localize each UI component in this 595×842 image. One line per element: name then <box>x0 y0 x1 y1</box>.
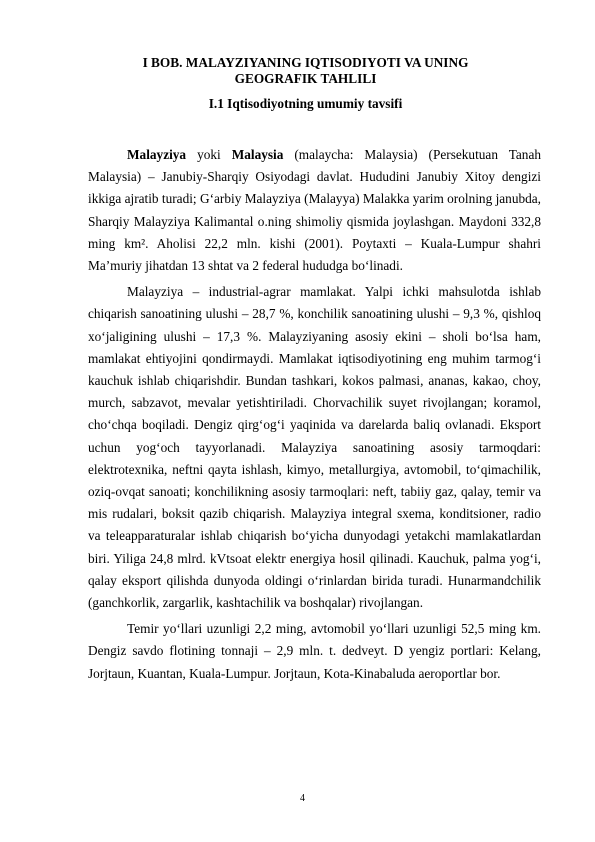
section-title: I.1 Iqtisodiyotning umumiy tavsifi <box>208 96 403 111</box>
paragraph-economy: Malayziya – industrial-agrar mamlakat. Yalpi ichki mahsulotda ishlab chiqarish sanoatining ulushi – 28,7 %, konchilik sanoatining ulushi – 9,3 %, qishloq xoʻjaligining ulushi – 17,3 %. Malayziyaning asosiy ekini – sholi boʻlsa ham, mamlakat ehtiyojini qondirmaydi. Mamlakat iqtisodiyotining eng muhim tarmogʻi kauchuk ishlab chiqarishdir. Bundan tashkari, kokos palmasi, ananas, kakao, choy, murch, sabzavot, mevalar yetishtiriladi. Chorvachilik suyet rivojlangan; koramol, choʻchqa boqiladi. Dengiz qirgʻogʻi yaqinida va darelarda baliq ovlanadi. Eksport uchun yogʻoch tayyorlanadi. Malayziya sanoatining asosiy tarmoqdari: elektrotexnika, neftni qayta ishlash, kimyo, metallurgiya, avtomobil, toʻqimachilik, oziq-ovqat sanoati; konchilikning asosiy tarmoqlari: neft, tabiiy gaz, qalay, temir va mis rudalari, boksit qazib chiqarish. Malayziya integral sxema, konditsioner, radio va teleapparaturalar ishlab chiqarish boʻyicha dunyodagi yetakchi mamlakatlardan biri. Yiliga 24,8 mlrd. kVtsoat elektr energiya hosil qilinadi. Kauchuk, palma yogʻi, qalay eksport qilishda dunyoda oldingi oʻrinlardan birida turadi. Hunarmandchilik (ganchkorlik, zargarlik, kashtachilik va boshqalar) rivojlangan. <box>88 284 541 611</box>
page-number: 4 <box>300 793 305 804</box>
chapter-title-line1: I BOB. MALAYZIYANING IQTISODIYOTI VA UNING <box>142 55 469 70</box>
paragraph-intro <box>88 144 541 277</box>
term-connector: yoki <box>186 147 232 162</box>
term-malaysia: Malaysia <box>231 147 284 162</box>
chapter-title-line2: GEOGRAFIK TAHLILI <box>234 71 377 86</box>
paragraph-transport: Temir yoʻllari uzunligi 2,2 ming, avtomobil yoʻllari uzunligi 52,5 ming km. Dengiz savdo flotining tonnaji – 2,9 mln. t. dedveyt. D yengiz portlari: Kelang, Jorjtaun, Kuantan, Kuala-Lumpur. Jorjtaun, Kota-Kinabaluda aeroportlar bor. <box>88 621 541 681</box>
term-malayziya: Malayziya <box>127 147 187 162</box>
body-text <box>88 144 541 689</box>
paragraph-intro-text: (malaycha: Malaysia) (Persekutuan Tanah Malaysia) – Janubiy-Sharqiy Osiyodagi davlat. Hududini Janubiy Xitoy dengizi ikkiga ajratib turadi; Gʻarbiy Malayziya (Malayya) Malakka yarim orolning janubda, Sharqiy Malayziya Kalimantal o.ning shimoliy qismida joylashgan. Maydoni 332,8 ming km². Aholisi 22,2 mln. kishi (2001). Poytaxti – Kuala-Lumpur shahri Maʼmuriy jihatdan 13 shtat va 2 federal hududga boʻlinadi. <box>88 147 541 274</box>
chapter-title <box>88 55 523 87</box>
